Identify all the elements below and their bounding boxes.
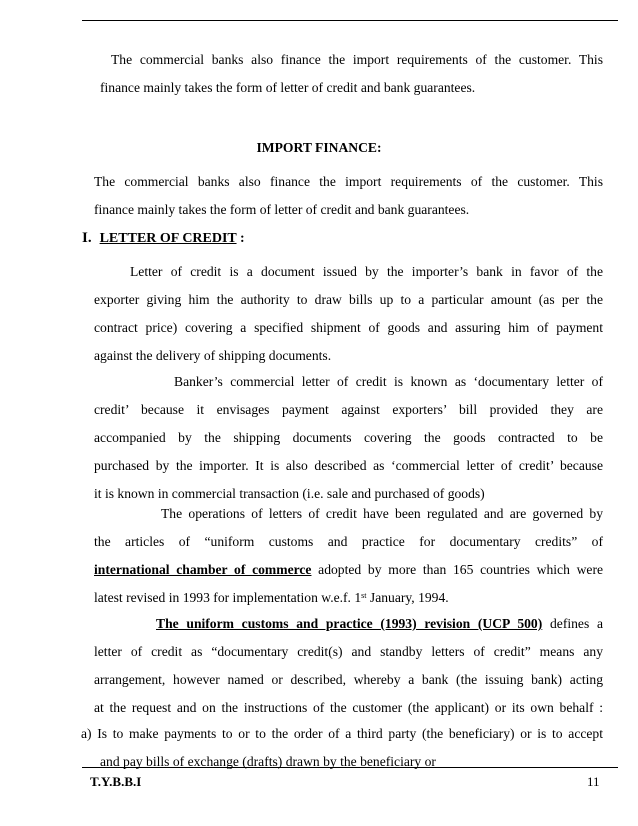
item-a-line-1: a) Is to make payments to or to the order of a third party (the beneficiary) or is to accept bbox=[81, 726, 603, 741]
header-rule bbox=[82, 20, 618, 21]
para3-line-4-sup: st bbox=[361, 591, 367, 600]
para1-line-2: exporter giving him the authority to draw bills up to a particular amount (as per the bbox=[94, 292, 603, 307]
para3-line-3 bbox=[94, 556, 603, 584]
para4-line-1-rest: defines a bbox=[542, 616, 604, 631]
section-heading bbox=[82, 230, 245, 247]
para2-line-5: it is known in commercial transaction (i.e. sale and purchased of goods) bbox=[94, 486, 485, 501]
ucp-500-text: The uniform customs and practice (1993) revision (UCP 500) bbox=[156, 616, 543, 631]
footer-course-label: T.Y.B.B.I bbox=[90, 774, 142, 789]
para2-line-4: purchased by the importer. It is also described as ‘commercial letter of credit’ because bbox=[94, 458, 603, 473]
para2-line-1: Banker’s commercial letter of credit is known as ‘documentary letter of bbox=[174, 374, 603, 389]
intro-line-1: The commercial banks also finance the import requirements of the customer. This bbox=[111, 52, 603, 67]
section-number: I. bbox=[82, 230, 92, 246]
para2-line-3: accompanied by the shipping documents covering the goods contracted to be bbox=[94, 430, 603, 445]
para2-line-2: credit’ because it envisages payment against exporters’ bill provided they are bbox=[94, 402, 603, 417]
para4-line-1 bbox=[94, 610, 603, 638]
paragraph-2 bbox=[94, 368, 603, 508]
paragraph-3 bbox=[94, 500, 603, 612]
footer-rule bbox=[82, 767, 618, 768]
import-finance-line-2: finance mainly takes the form of letter of credit and bank guarantees. bbox=[94, 202, 470, 217]
import-finance-paragraph bbox=[94, 168, 603, 224]
icc-link-text: international chamber of commerce bbox=[94, 562, 312, 577]
item-a-line-2: and pay bills of exchange (drafts) drawn by the beneficiary or bbox=[100, 754, 436, 769]
footer-page-number: 11 bbox=[587, 774, 600, 789]
para4-line-2: letter of credit as “documentary credit(s) and standby letters of credit” means any bbox=[94, 644, 603, 659]
para3-line-3-rest: adopted by more than 165 countries which were bbox=[311, 562, 604, 577]
section-colon: : bbox=[240, 231, 245, 246]
para3-line-4-post: January, 1994. bbox=[366, 590, 449, 605]
intro-paragraph bbox=[100, 46, 603, 102]
intro-line-2: finance mainly takes the form of letter of credit and bank guarantees. bbox=[100, 80, 476, 95]
para3-line-4 bbox=[94, 584, 603, 612]
import-finance-line-1: The commercial banks also finance the import requirements of the customer. This bbox=[94, 174, 603, 189]
paragraph-4 bbox=[94, 610, 603, 722]
para4-line-3: arrangement, however named or described, whereby a bank (the issuing bank) acting bbox=[94, 672, 603, 687]
para3-line-4-pre: latest revised in 1993 for implementation w.e.f. 1 bbox=[94, 590, 362, 605]
para3-line-1: The operations of letters of credit have been regulated and are governed by bbox=[161, 506, 603, 521]
section-title: LETTER OF CREDIT bbox=[99, 231, 237, 246]
para1-line-4: against the delivery of shipping documents. bbox=[94, 348, 332, 363]
para1-line-3: contract price) covering a specified shipment of goods and assuring him of payment bbox=[94, 320, 603, 335]
para4-line-4: at the request and on the instructions of the customer (the applicant) or its own behalf : bbox=[94, 700, 603, 715]
paragraph-1 bbox=[94, 258, 603, 370]
import-finance-heading: IMPORT FINANCE: bbox=[256, 140, 382, 155]
para1-line-1: Letter of credit is a document issued by the importer’s bank in favor of the bbox=[130, 264, 603, 279]
para3-line-2: the articles of “uniform customs and practice for documentary credits” of bbox=[94, 534, 603, 549]
